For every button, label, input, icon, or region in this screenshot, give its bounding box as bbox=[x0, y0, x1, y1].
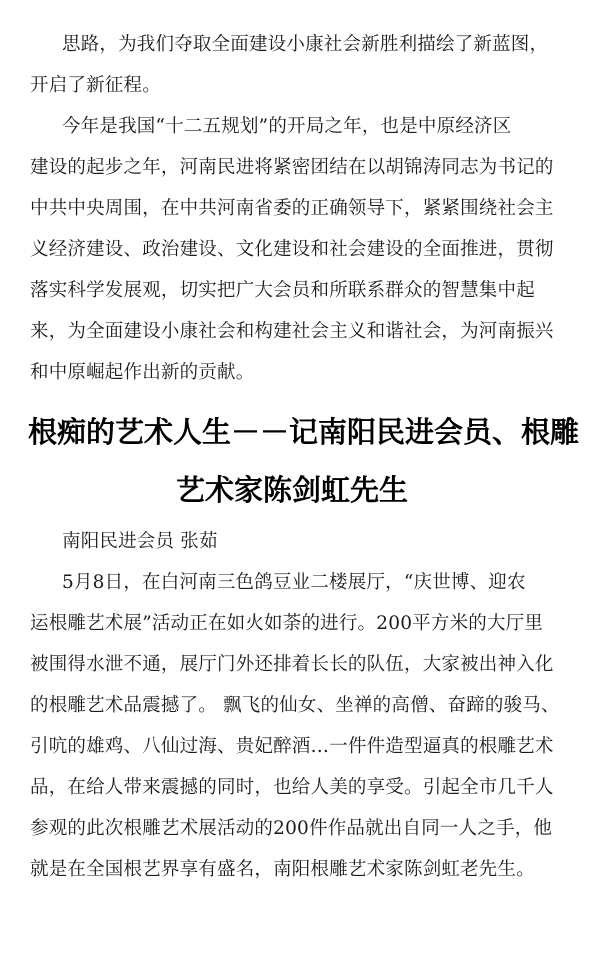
text-line: 运根雕艺术展”活动正在如火如荼的进行。200平方米的大厅里 bbox=[30, 613, 544, 634]
text-line: 开启了新征程。 bbox=[30, 75, 161, 96]
text-line: 义经济建设、政治建设、文化建设和社会建设的全面推进，贯彻 bbox=[30, 239, 554, 260]
article-title-line-2: 艺术家陈剑虹先生 bbox=[176, 473, 409, 507]
text-line: 思路，为我们夺取全面建设小康社会新胜利描绘了新蓝图， bbox=[62, 34, 549, 55]
text-line: 的根雕艺术品震撼了。 飘飞的仙女、坐禅的高僧、奋蹄的骏马、 bbox=[30, 695, 560, 716]
text-line: 就是在全国根艺界享有盛名，南阳根雕艺术家陈剑虹老先生。 bbox=[30, 859, 535, 880]
text-line: 今年是我国“十二五规划”的开局之年，也是中原经济区 bbox=[62, 116, 512, 137]
text-line: 来，为全面建设小康社会和构建社会主义和谐社会，为河南振兴 bbox=[30, 321, 554, 342]
text-line: 落实科学发展观，切实把广大会员和所联系群众的智慧集中起 bbox=[30, 280, 535, 301]
author-byline: 南阳民进会员 张茹 bbox=[62, 531, 218, 552]
text-line: 和中原崛起作出新的贡献。 bbox=[30, 362, 255, 383]
text-line: 建设的起步之年，河南民进将紧密团结在以胡锦涛同志为书记的 bbox=[30, 157, 554, 178]
text-line: 5月8日，在白河南三色鸽豆业二楼展厅，“庆世博、迎农 bbox=[62, 572, 526, 593]
text-line: 中共中央周围，在中共河南省委的正确领导下，紧紧围绕社会主 bbox=[30, 198, 554, 219]
text-line: 被围得水泄不通，展厅门外还排着长长的队伍，大家被出神入化 bbox=[30, 654, 554, 675]
text-line: 参观的此次根雕艺术展活动的200件作品就出自同一人之手，他 bbox=[30, 818, 553, 839]
text-line: 品，在给人带来震撼的同时，也给人美的享受。引起全市几千人 bbox=[30, 777, 554, 798]
text-line: 引吭的雄鸡、八仙过海、贵妃醉酒…一件件造型逼真的根雕艺术 bbox=[30, 736, 554, 757]
article-title-line-1: 根痴的艺术人生－－记南阳民进会员、根雕 bbox=[28, 415, 580, 449]
